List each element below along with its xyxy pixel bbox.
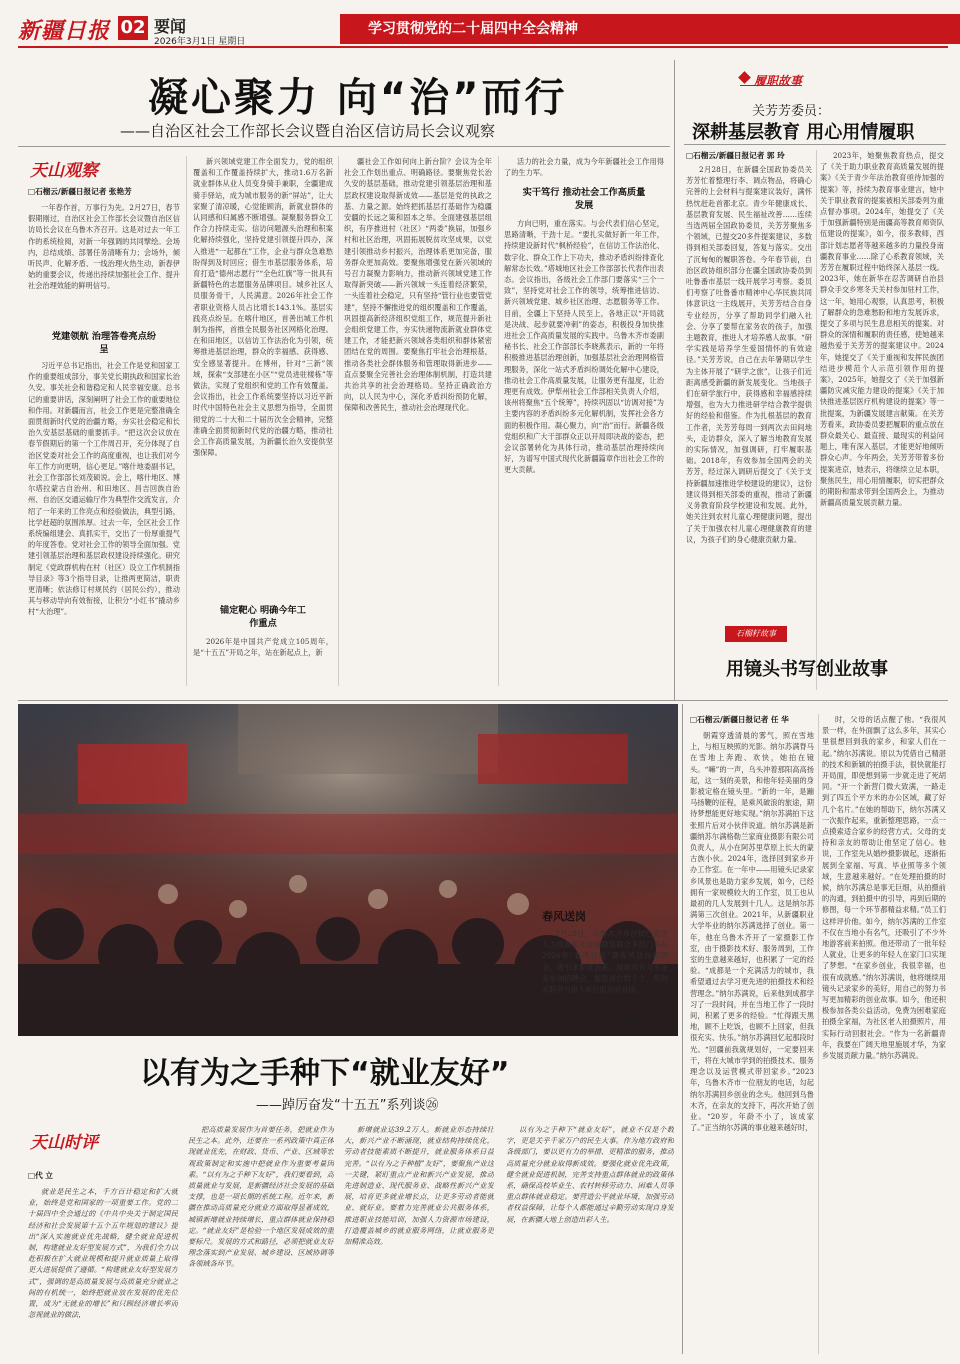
lvzhi-byline: □石榴云/新疆日报记者 郭 玲	[686, 151, 785, 160]
page-number: 02	[118, 16, 148, 40]
lead-byline: □石榴云/新疆日报记者 张艳芳	[28, 187, 132, 196]
lead-subhead-2: 锚定靶心 明确今年工作重点	[220, 605, 306, 629]
lead-col-3	[344, 156, 492, 692]
chuangye-body-2: 时，父母的话点醒了他。“我很风景一样，在外面飘了这么多年，其实心里很想回到我的家乡，和家人们在一起。”纳尔苏满说。原以为凭借自己精湛的技术和新颖的拍摄手法，很快就能打开局面，即使想到第一步就走进了死胡同。“开一个新营门微大致满，一路走到了四五个平方米的办公区域，藏了好几个名片。”在她的帮助下，纳尔苏满又一次振作起来，重新整理思路，一点一点摸索适合家乡的经营方式。父母的支持和亲友的帮助让他坚定了信心。他说，工作室先从婚纱摄影做起，逐渐拓展到全家福、写真、毕业照等多个领域，生意越来越好。“在处理拍摄的时候，纳尔苏满总是事无巨细，从拍摄前的沟通，到拍摄中的引导，再到后期的修图，每一个环节都精益求精。”员工们这样评价他。如今，纳尔苏满的工作室不仅在当地小有名气，还吸引了不少外地游客前来拍照。他还带动了一批年轻人就业，让更多的年轻人在家门口实现了梦想。“在家乡创业，我很幸福，也很有成就感。”纳尔苏满说，他将继续用镜头记录家乡的美好，用自己的努力书写更加精彩的创业故事。如今，他还积极参加各类公益活动，免费为困难家庭拍摄全家福，为社区老人拍摄照片，用实际行动回报社会。“作为一名新疆青年，我要在广阔天地里施展才华，为家乡发展贡献力量。”纳尔苏满说。	[822, 715, 946, 1061]
lead-column-tag: 天山观察	[30, 161, 98, 181]
lvzhi-col-1	[686, 164, 812, 694]
lvzhi-body-1: 2月28日，在新疆全国政协委员关芳芳忙着整理行李、调点物品，将确心完善的上会材料与提案建议装好，满怀热忱赶赴首都北京。青少年健康成长、基层教育发展、民生福祉改善……连续当选两届全国政协委员，关芳芳聚焦多个领域，已提交20多件提案建议，多数得到相关部委回复，答复与落实。交出了沉甸甸的履职答卷。今年春节前，自治区政协组织部分在疆全国政协委员到吐鲁番市基层一线开展学习考察。委员们考察了吐鲁番市精神中心华民族共同体意识这一主线展开，关芳芳结合自身专业经历，分享了帮助同学们融入社会、分享了要帮在家务农的孩子，加强主题教育，推进人才培养感人故事。“研学实践是培养学生爱国情怀的有效途径。”关芳芳说，自己在去年暑期以学生为主体开展了“研学之旅”，让孩子们近距离感受新疆的新发展变化。当地孩子们在研学旅行中，获得感和幸福感持续增强，也为大力推进研学结合教学提供好的经验和借鉴。作为扎根基层的教育工作者，关芳芳每周一到两次去田间地头，走访群众，深入了解当地教育发展的实际情况，加强调研，打牢履职基础。2018年，有效参加全国两会的关芳芳，经过深入调研后提交了《关于支持新疆加速推进学校建设的建议》，这份建议得到相关部委的重视，推动了新疆义务教育阶段学校建设和发展。此外，她关注到农村儿童心理健康问题，提出了关于加强农村儿童心理健康教育的建议，为孩子们的身心健康贡献力量。	[686, 165, 812, 544]
section-name: 要闻	[154, 17, 187, 36]
photo-credit: □石榴云/新疆日报记者 王 简 摄	[542, 1017, 642, 1025]
lvzhi-tag	[740, 70, 802, 86]
commentary-body-1: 就业是民生之本，千方百计稳定和扩大就业，始终是党和国家的一项重要工作。党的二十届四中全会通过的《中共中央关于制定国民经济和社会发展第十五个五年规划的建议》提出“深入实施就业优先战略，健全就业促进机制，构建就业友好型发展方式”，为我们全力以赴积极在扩大就业规模和提升就业质量上取得更大进展提供了遵循。“构建就业友好型发展方式”，强调的是高质量发展与高质量充分就业之间的有机统一，始终把就业放在发展的优先位置，成为“无就业的增长”和只顾经济增长率而忽视就业的做法，	[28, 1187, 178, 1320]
caption-title: 春风送岗	[542, 910, 586, 923]
caption-text: 2月28日，乌鲁木齐市沙依巴克区人力资源和社会保障局联合多部门举办2026年“春风行动”暨春风送岗招聘会，吸引求职者前来。现场共有众多企业参加招聘会，提供岗位数千个，帮助求职者与用人单位面对面对接。	[542, 929, 668, 995]
lead-headline: 凝心聚力 向“治”而行	[148, 75, 568, 121]
divider	[498, 156, 499, 686]
commentary-subheadline: ——踔厉奋发“十五五”系列谈㉖	[256, 1098, 439, 1113]
divider	[186, 156, 187, 686]
divider	[682, 704, 683, 1354]
chuangye-headline: 用镜头书写创业故事	[726, 659, 888, 680]
lvzhi-headline: 深耕基层教育 用心用情履职	[692, 122, 915, 143]
commentary-col-4	[506, 1124, 674, 1354]
tag-bullet-icon	[738, 71, 751, 84]
theme-banner	[340, 14, 960, 44]
lead-intro: 一年春作首，万事行为先。2月27日，春节假期刚过，自治区社会工作部长会议暨自治区信访局长会议在乌鲁木齐召开。这是对过去一年工作的系统检阅，对新一年强调的共同擘绘。会场内，总结成绩、部署任务清晰有力；会场外，倾听民声、化解矛盾、一线治理火热生动，新春伊始的重要会议，传递出持续加强社会工作、提升社会治理效能的鲜明信号。	[28, 203, 180, 291]
theme-banner-text: 学习贯彻党的二十届四中全会精神	[368, 21, 578, 37]
lvzhi-tag-text: 履职故事	[754, 74, 803, 88]
lvzhi-col-2	[820, 150, 944, 690]
lvzhi-rule	[684, 144, 946, 145]
commentary-byline: □代 立	[28, 1171, 54, 1180]
lead-body-3: 疆社会工作如何向上新台阶？会议为全年社会工作划出重点、明确路径。要聚焦党长治久安的基层基础，推动党建引领基层治理和基层政权建设取得新成效——基层是党的执政之基、力量之源。始终把抓基层打基础作为稳疆安疆的长远之策和固本之举。全面建强基层组织，有序推进村（社区）“两委”换届，加强乡村和社区治理，巩固拓展脱贫攻坚成果，以党建引领推动乡村振兴，治理体系更加完备，服务群众更加高效。要聚焦增强党在新兴领域的号召力凝聚力影响力，推动新兴领域党建工作取得新突破——新兴领域一头连着经济繁荣，一头连着社会稳定，只有坚持“管行业也要管党建”，坚持不懈推进党的组织覆盖和工作覆盖，巩固提高新经济组织党组工作，规范提升新社会组织党建工作，夯实快递物流新就业群体党建工作，才能把新兴领域各类组织和群体紧密团结在党的周围。要聚焦打牢社会治理根基，推动各类社会群体服务和管理取得新进步——直点要聚全完善社会治理体制机制，打造共建共治共享的社会治理格局。坚持正确政治方向，以人民为中心，深化矛盾纠纷预防化解，保障和改善民生，推动社会治理现代化。	[344, 157, 492, 413]
lead-body-2b: 2026年是中国共产党成立105周年，是“十五五”开局之年，站在新起点上，新	[193, 637, 333, 658]
commentary-body-2: 把高质量发展作为首要任务，把就业作为民生之本。此外，还要在一系列政策中真正体现就业优先，在财政、货币、产业、区域等宏观政策制定和实施中把就业作为重要考量因素。“以有为之手种下友好”，我们要看到，高质量就业与发展，是新疆经济社会发展的基础支撑，也是一项长期的系统工程。近年来，新疆在推动高质量充分就业方面取得显著成效，城镇新增就业持续增长，重点群体就业保持稳定。“就业友好”是检验一个地区发展成效的重要标尺。发展的方式和路径，必须把就业友好理念落实到产业发展、城乡建设、区域协调等各领域各环节。	[188, 1125, 334, 1269]
photo-caption	[542, 908, 668, 1040]
newspaper-logo: 新疆日报	[18, 18, 111, 44]
lead-body-2: 新兴领域党建工作全面发力，党的组织覆盖和工作覆盖持续扩大，推动1.6万名新就业群体从业人员变身骑手兼职，全疆建成骑手驿站，成为城市服务的新“屏站”，让大家聚了清凉暖，心觉能顾消，新就业群体的认同感和归属感不断增强。凝聚服务群众工作合力持续走实。信访问题源头治理和积案化解持续强化，坚持党建引领提升四办，深入推进“一起都在”工作，企业与群众急难愁盼得到及时回应；借生市基层服务体系，培育打造“德州志愿行”“全色红旗”等一批具有新疆特色的志愿服务品牌项目。城乡社区人员服务骨干，人民满意。2026年社会工作者职业资格人员占比增长143.1%。基层实践亮点纷呈。在喀什地区，首善出城工作机制为指挥，首推全民服务社区网格化治理。在和田地区，以信访工作法治化为引领，统筹推进基层治理，群众的幸福感、获得感、安全感显著提升。在博州，针对“三新”领域，探索“支部建在小区”“党员进驻楼栋”等做法，实现了党组织和党的工作有效覆盖。会议指出，社会工作系统要坚持以习近平新时代中国特色社会主义思想为指导，全面贯彻党的二十大和二十届历次全会精神，完整准确全面贯彻新时代党的治疆方略，推动社会工作高质量发展，为新疆长治久安提供坚强保障。	[193, 157, 333, 458]
chuangye-body-1: 朝霞穿透清晨的雾气，照在雪地上，与相互映照的光影。纳尔苏满脊马在雪地上奔跑、欢快，她拍在镜头。“嘛”的一声，乌头冲着那阳高高扬起，这一刻的美景，和他年轻美丽的身影被定格在镜头里。“新的一年，是蹦马扬鞭的征程，是乘风破浪的旅途，期待梦想能更好地实现。”纳尔苏满拍下这张照片后对小伙伴说道。纳尔苏满是新疆纳苏尔满格勒兰家商业摄影有限公司负责人，从小在阿苏里草原上长大的蒙古族小伙。2024年，选择回到家乡开办工作室。在一年中——用镜头记录家乡风景也是助力家乡发展，如今，已经拥有一家规模较大的工作室，员工也从最初的几人发展到十几人。这是纳尔苏满第三次创业。2021年，从新疆职业大学毕业的纳尔苏满选择了创业。第一年，他在乌鲁木齐开了一家摄影工作室，由于摄影技术好、服务周到，工作室的生意越来越好，也积累了一定的经验。“成都是一个充满活力的城市，我希望通过去学习更先进的拍摄技术和经营理念。”纳尔苏满说，后来他到成都学习了一段时间，并在当地工作了一段时间，积累了更多的经验。“忙得跟天黑地，顾不上吃饭，也顾不上回家，但我很充实、快乐。”纳尔苏满回忆起那段时光。“回疆前我就规划好，一定要回来干，将在大城市学到的拍摄技术、服务理念以及运营模式带回家乡。”2023年，乌鲁木齐市一位朋友的电话，勾起纳尔苏满回乡创业的念头。他回到乌鲁木齐，在亲友的支持下，再次开始了创业。“20岁，年龄不小了，该成家了。”正当纳尔苏满的事业越来越好时，	[690, 731, 814, 1133]
commentary-column-tag: 天山时评	[30, 1133, 98, 1153]
lead-col-4	[504, 156, 664, 692]
chuangye-byline: □石榴云/新疆日报记者 任 华	[690, 715, 789, 724]
lead-subhead-1: 党建领航 治理答卷亮点纷呈	[51, 331, 157, 355]
section-rule	[18, 700, 948, 701]
masthead	[18, 14, 948, 48]
lead-col-2	[193, 156, 333, 692]
commentary-body-3: 新增就业达39.2万人。新就业形态持续壮大，新兴产业不断涌现，就业结构持续优化，劳动者技能素质不断提升，就业服务体系日益完善。“以有为之手种植”友好”，要聚焦产业这一关键，紧盯重点产业和新兴产业发展，推动先进制造业、现代服务业、战略性新兴产业发展，培育更多就业增长点，让更多劳动者能就业、就好业。要着力完善就业公共服务体系，推进职业技能培训，加强人力资源市场建设，打造覆盖城乡的就业服务网络，让就业服务更加精准高效。	[344, 1125, 494, 1247]
commentary-body-4: 以有为之手种下“就业友好”，就业不仅是个数字，更是关乎千家万户的民生大事。作为地方政府和各级部门，要以更有力的举措、更精准的服务，推动高质量充分就业取得新成效。要强化就业优先政策，健全就业促进机制，完善支持重点群体就业的政策体系，确保高校毕业生、农村转移劳动力、困难人员等重点群体就业稳定。要营造公平就业环境，加强劳动者权益保障，让每个人都能通过辛勤劳动实现自身发展，在新疆大地上创造出彩人生。	[506, 1125, 674, 1224]
chuangye-col-1	[690, 730, 814, 1354]
lead-body-4a: 活力的社会力量，成为今年新疆社会工作用得了的生力军。	[504, 157, 664, 178]
divider	[674, 60, 675, 700]
lead-rule	[18, 146, 670, 147]
lead-body-4: 方向已明，重在落实。与会代表们信心坚定，思路清晰，干劲十足。“要扎实做好新一年工作，持续建设新时代“枫桥经验”，在信访工作法治化、数字化、群众工作上下功夫，推动矛盾纠纷排查化解常态长效。”塔城地区社会工作部部长代表作出表态。会议指出，各级社会工作部门要落实“三个一致”，坚持党对社会工作的领导，统筹推进信访、新兴领域党建、城乡社区治理、志愿服务等工作。目前，全疆上下坚持人民至上，各地正以“开局就是决战、起步就要冲刺”的姿态，积极投身加快推进社会工作高质量发展的实践中。乌鲁木齐市委副秘书长、社会工作部部长李晓燕表示，新的一年将积极推进基层治理创新，加强基层社会治理网格管理服务，深化一站式矛盾纠纷调处化解中心建设，推动社会工作高质量发展，让服务更有温度，让治理更有成效。伊犁州社会工作部相关负责人介绍，该州将聚焦“五个统筹”，持续巩固以“访调对接”为主要内容的矛盾纠纷多元化解机制，发挥社会各方面的积极作用。凝心聚力，向“治”而行。新疆各级党组织和广大干部群众正以开局即决战的姿态，把会议部署转化为具体行动，推动基层治理持续向好，为谱写中国式现代化新疆篇章作出社会工作的更大贡献。	[504, 219, 664, 475]
lead-col-1	[28, 202, 180, 692]
commentary-col-3	[344, 1124, 494, 1354]
commentary-col-1	[28, 1186, 178, 1354]
divider	[818, 714, 819, 1354]
shiliuzi-tag-text: 石榴籽故事	[736, 629, 776, 638]
commentary-headline: 以有为之手种下“就业友好”	[140, 1056, 510, 1091]
lvzhi-body-2: 2023年，她聚焦教育热点，提交了《关于助力职业教育高质量发展的提案》《关于青少年法治教育亟待加强的提案》等，持续为教育事业建言，她中关于职业教育的提案被相关部委列为重点督办事项。2024年，她提交了《关于加强新疆特别是南疆高等教育师资队伍建设的提案》，如今，很多教师，西部计划志愿者等越来越多的力量投身南疆教育事业……除了心系教育领域，关芳芳在履职过程中始终深入基层一线。2023年，她在新华在忍苦调研自治县群众手交乡寒冬天关村参加驻村工作，这一年，她用心观察，认真思考，积极了解群众的急难愁盼和地方发展诉求，提交了多项与民生息息相关的提案。对群众的深情和履职的责任感，使她越来越热爱于关芳芳的提案建议中。2024年，她提交了《关于重视和发挥民族团结进步模范个人示范引领作用的提案》，2025年，她提交了《关于加强新疆防灾减灾能力建设的提案》《关于加快推进基层医疗机构建设的提案》等一批提案，为新疆发展建言献策。在关芳芳看来，政协委员要把履职的重点放在群众最关心、最直接、最现实的利益问题上，唯有深入基层，才能更好地倾听群众心声。今年两会，关芳芳带着多份提案进京，她表示，将继续立足本职，聚焦民生，用心用情履职，切实把群众的期盼和需求带到全国两会上，为推动新疆高质量发展贡献力量。	[820, 151, 944, 508]
lead-subheadline: ——自治区社会工作部长会议暨自治区信访局长会议观察	[120, 122, 496, 140]
divider	[816, 150, 817, 690]
lead-body-1: 习近平总书记指出，社会工作是党和国家工作的重要组成部分，事关党长期执政和国家长治久安。事关社会和谐稳定和人民幸福安康。总书记的重要讲话，深刻阐明了社会工作的重要地位和作用。对新疆而言，社会工作更是完整准确全面贯彻新时代党的治疆方略，夯实社会稳定和长治久安基层基础的重要抓手。“把这次会议放在春节假期后的第一个工作周召开，充分体现了自治区党委对社会工作的高度重视，也让我们对今年工作方向更明，信心更足。”喀什地委副书记，社会工作部部长刘茂硕说。会上，喀什地区、博尔塔拉蒙古自治州、和田地区、昌吉回族自治州、自治区交通运输厅作为典型作交流发言，介绍了一年来的工作亮点和经验做法，典型引路，比学赶超的氛围浓厚。过去一年，全区社会工作系统编组建会、真抓实干，交出了一份厚重提气的年度答卷。党对社会工作的领导全面加强。党建引领基层治理和基层政权建设持续强化。研究制定《党政群机构在村（社区）设立工作机制指导目录》等3个指导目录，让推两更简洁，职责更清晰；依法修订村规民约（居民公约），推动其与移动导向有效衔接，让积分“小红书”撬动乡村“大治理”。	[28, 361, 180, 617]
commentary-col-2	[188, 1124, 334, 1354]
lvzhi-kicker: 关芳芳委员：	[752, 104, 831, 119]
issue-date: 2026年3月1日 星期日	[154, 37, 246, 47]
chuangye-col-2	[822, 714, 946, 1354]
divider	[338, 156, 339, 686]
shiliuzi-tag	[725, 626, 787, 642]
lead-subhead-3: 实干笃行 推动社会工作高质量发展	[522, 187, 646, 211]
